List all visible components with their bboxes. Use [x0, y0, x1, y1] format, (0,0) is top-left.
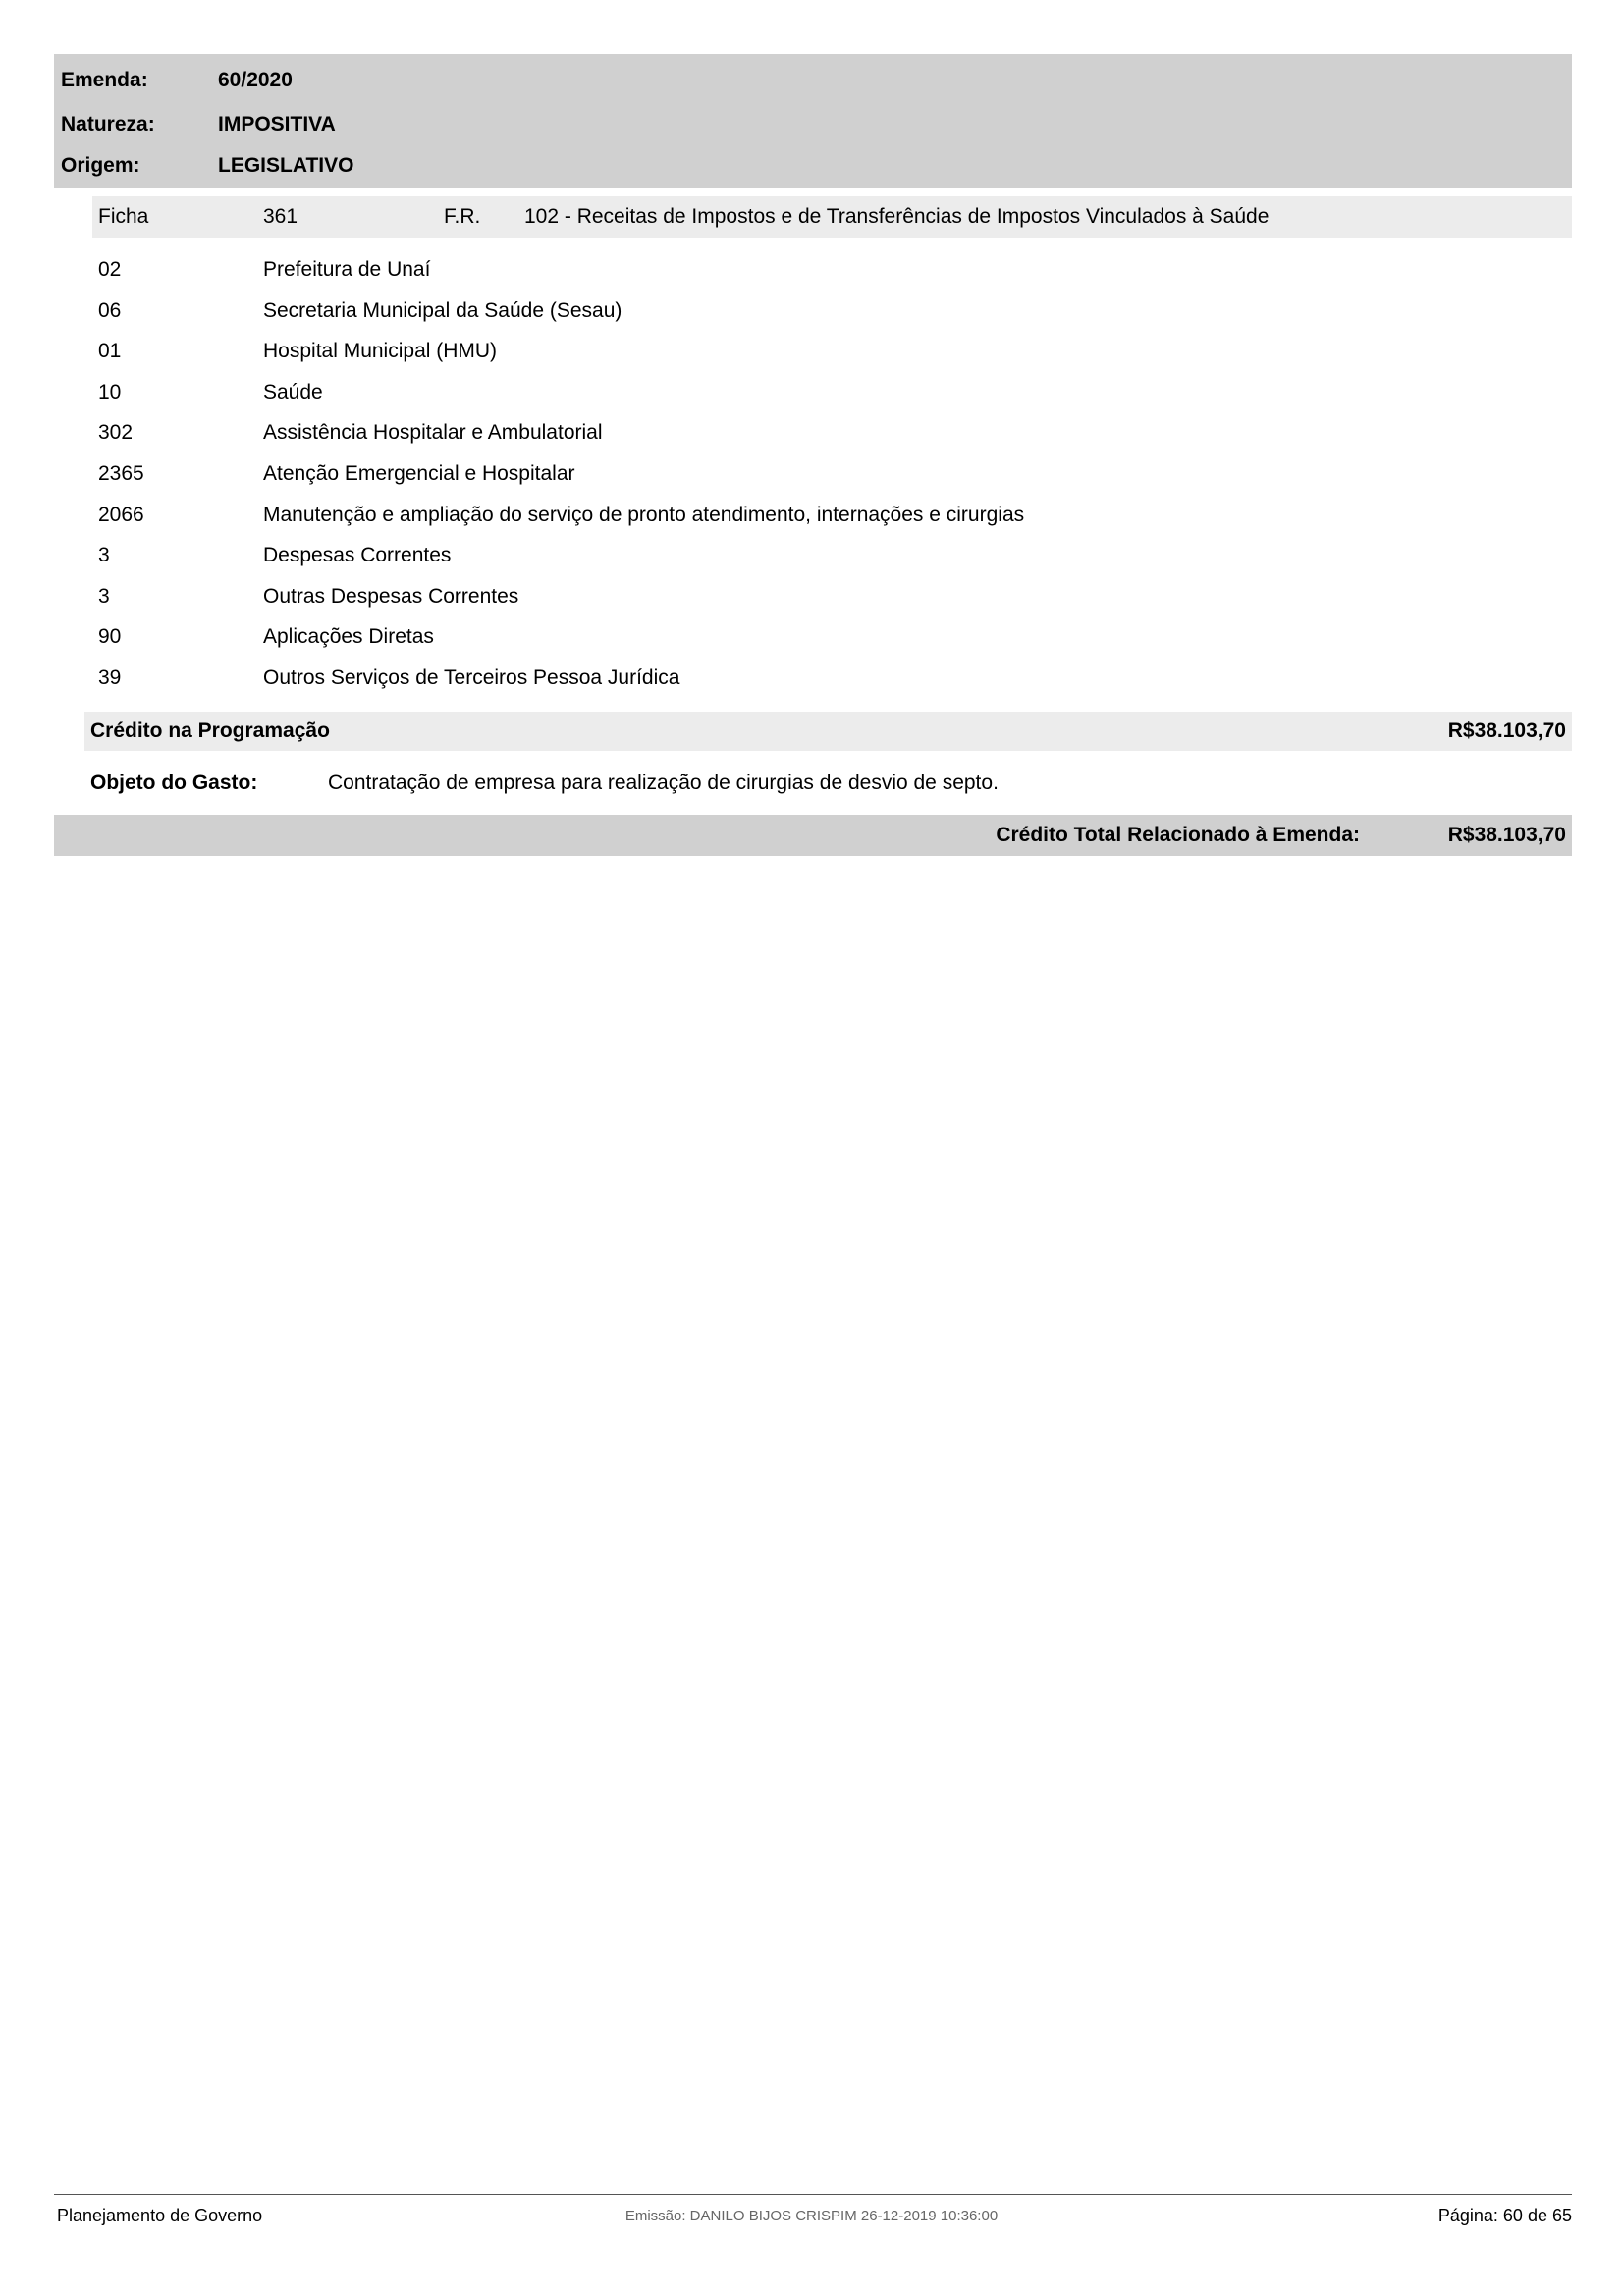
item-code: 10 [98, 381, 122, 403]
item-description: Assistência Hospitalar e Ambulatorial [263, 421, 603, 444]
item-description: Saúde [263, 381, 323, 403]
item-description: Aplicações Diretas [263, 625, 434, 648]
fonte-recurso-value: 102 - Receitas de Impostos e de Transferências de Impostos Vinculados à Saúde [524, 205, 1270, 228]
item-code: 2066 [98, 504, 144, 526]
item-description: Atenção Emergencial e Hospitalar [263, 462, 575, 485]
item-code: 302 [98, 421, 134, 444]
item-code: 90 [98, 625, 122, 648]
item-code: 01 [98, 340, 122, 362]
objeto-gasto-row [90, 766, 1563, 801]
list-item [98, 457, 1473, 491]
objeto-gasto-text: Contratação de empresa para realização de cirurgias de desvio de septo. [328, 772, 999, 794]
footer-emission: Emissão: DANILO BIJOS CRISPIM 26-12-2019 10:36:00 [624, 2208, 999, 2224]
item-code: 3 [98, 585, 110, 608]
item-code: 2365 [98, 462, 144, 485]
footer-divider [54, 2194, 1572, 2195]
natureza-label: Natureza: [61, 113, 155, 135]
footer-page-number: Página: 60 de 65 [1437, 2206, 1572, 2225]
objeto-gasto-label: Objeto do Gasto: [90, 772, 258, 794]
emenda-header [54, 54, 1572, 188]
item-code: 39 [98, 667, 122, 689]
item-code: 3 [98, 544, 110, 566]
list-item [98, 662, 1473, 695]
list-item [98, 253, 1473, 287]
item-description: Despesas Correntes [263, 544, 452, 566]
credito-programacao-row [84, 712, 1572, 751]
credito-programacao-amount: R$38.103,70 [1447, 720, 1566, 742]
list-item [98, 499, 1473, 532]
list-item [98, 376, 1473, 409]
credito-total-amount: R$38.103,70 [1447, 824, 1566, 846]
list-item [98, 620, 1473, 654]
list-item [98, 335, 1473, 368]
fonte-recurso-label: F.R. [444, 205, 481, 228]
emenda-label: Emenda: [61, 69, 148, 91]
natureza-value: IMPOSITIVA [218, 113, 336, 135]
item-description: Outras Despesas Correntes [263, 585, 519, 608]
origem-label: Origem: [61, 154, 140, 177]
emenda-value: 60/2020 [218, 69, 293, 91]
footer-department: Planejamento de Governo [57, 2206, 263, 2225]
origem-value: LEGISLATIVO [218, 154, 354, 177]
item-description: Manutenção e ampliação do serviço de pronto atendimento, internações e cirurgias [263, 504, 1025, 526]
item-code: 06 [98, 299, 122, 322]
item-description: Prefeitura de Unaí [263, 258, 431, 281]
credito-total-label: Crédito Total Relacionado à Emenda: [996, 824, 1360, 846]
item-description: Secretaria Municipal da Saúde (Sesau) [263, 299, 622, 322]
list-item [98, 416, 1473, 450]
list-item [98, 539, 1473, 572]
credito-programacao-label: Crédito na Programação [90, 720, 330, 742]
credito-total-row [54, 815, 1572, 856]
ficha-label: Ficha [98, 205, 149, 228]
ficha-row [92, 196, 1572, 238]
item-code: 02 [98, 258, 122, 281]
item-description: Outros Serviços de Terceiros Pessoa Jurídica [263, 667, 680, 689]
list-item [98, 294, 1473, 328]
item-description: Hospital Municipal (HMU) [263, 340, 498, 362]
list-item [98, 580, 1473, 614]
ficha-number: 361 [263, 205, 298, 228]
